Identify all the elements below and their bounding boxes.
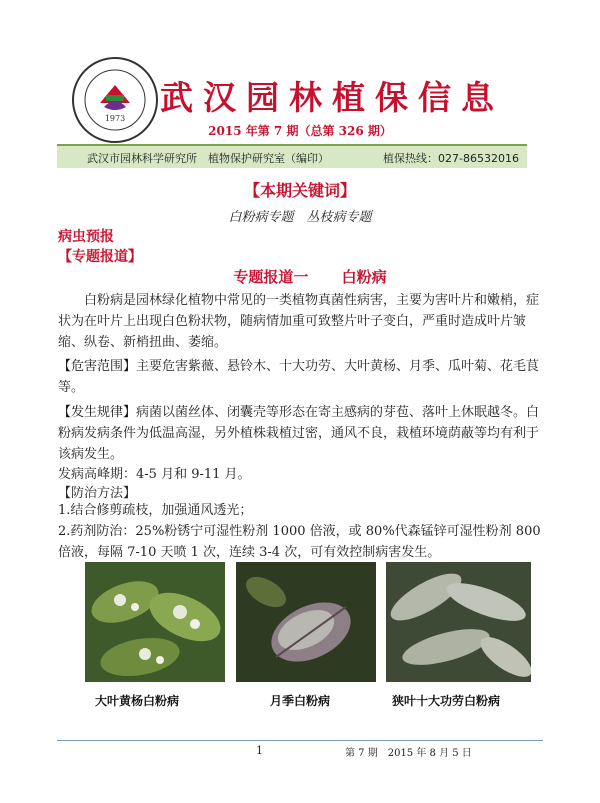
- publisher-bar: [57, 144, 527, 168]
- photo-rose-powdery-mildew: [236, 562, 376, 682]
- subsection-title: 【专题报道】: [58, 249, 142, 265]
- hotline: 植保热线：027-86532016: [383, 152, 519, 165]
- photo-euonymus-powdery-mildew: [85, 562, 225, 682]
- masthead-title: 武汉园林植保信息: [160, 78, 504, 117]
- control-label: 【防治方法】: [58, 486, 137, 501]
- article-title: [0, 266, 600, 287]
- footer-divider: [57, 740, 543, 741]
- publisher: 武汉市园林科学研究所 植物保护研究室（编印）: [87, 152, 329, 165]
- logo-year: 1973: [104, 114, 126, 123]
- footer-date: 第 7 期 2015 年 8 月 5 日: [345, 748, 472, 759]
- photo-caption-1: 大叶黄杨白粉病: [95, 694, 180, 708]
- peak-period: 发病高峰期：4-5 月和 9-11 月。: [58, 467, 251, 482]
- hazard-paragraph: [58, 356, 548, 398]
- hazard-text: 主要危害紫薇、悬铃木、十大功劳、大叶黄杨、月季、瓜叶菊、花毛茛等。: [58, 359, 540, 395]
- section-title: 病虫预报: [58, 229, 114, 245]
- keywords-items: 白粉病专题 丛枝病专题: [228, 210, 372, 225]
- pattern-paragraph: [58, 402, 548, 465]
- article-title-part1: 专题报道一: [233, 268, 309, 286]
- article-title-part2: 白粉病: [341, 268, 387, 286]
- hazard-label: 【危害范围】: [58, 359, 137, 374]
- control-step-1: 1.结合修剪疏枝，加强通风透光；: [58, 503, 253, 518]
- pattern-label: 【发生规律】: [58, 405, 137, 420]
- page-number: 1: [256, 744, 263, 757]
- article-intro: 白粉病是园林绿化植物中常见的一类植物真菌性病害，主要为害叶片和嫩梢，症状为在叶片上出现白色粉状物，随病情加重可致整片叶子变白，严重时造成叶片皱缩、纵卷、新梢扭曲、萎缩。: [58, 293, 540, 350]
- photo-caption-2: 月季白粉病: [270, 694, 331, 708]
- issue-number: 2015 年第 7 期（总第 326 期）: [208, 124, 392, 138]
- control-step-2: 2.药剂防治：25%粉锈宁可湿性粉剂 1000 倍液，或 80%代森锰锌可湿性粉剂 800 倍液，每隔 7-10 天喷 1 次，连续 3-4 次，可有效控制病害发生。: [58, 524, 541, 560]
- photo-mahonia-powdery-mildew: [386, 562, 531, 682]
- photo-caption-3: 狭叶十大功劳白粉病: [392, 694, 501, 708]
- pattern-text: 病菌以菌丝体、闭囊壳等形态在寄主感病的芽苞、落叶上休眠越冬。白粉病发病条件为低温高湿，另外植株栽植过密，通风不良，栽植环境荫蔽等均有利于该病发生。: [58, 405, 540, 462]
- keywords-title: 【本期关键词】: [243, 181, 356, 200]
